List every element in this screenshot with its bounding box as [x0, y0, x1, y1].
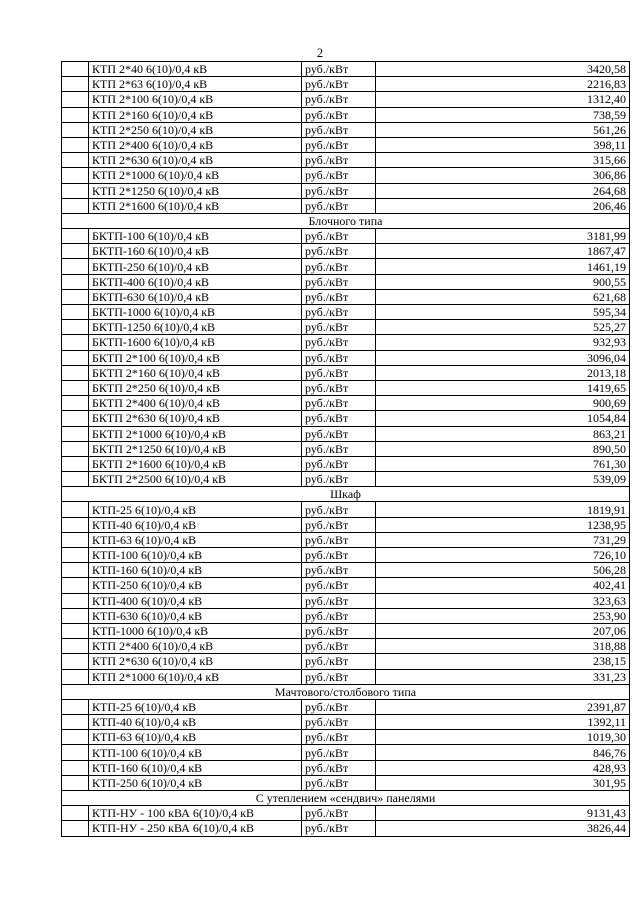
item-name-cell: КТП-1000 6(10)/0,4 кВ	[89, 623, 302, 638]
table-row	[62, 153, 630, 168]
table-row	[62, 578, 630, 593]
price-value-cell: 323,63	[376, 593, 630, 608]
table-row	[62, 411, 630, 426]
price-value-cell: 890,50	[376, 441, 630, 456]
item-name-cell: БКТП-100 6(10)/0,4 кВ	[89, 229, 302, 244]
item-name-cell: КТП 2*160 6(10)/0,4 кВ	[89, 107, 302, 122]
unit-cell: руб./кВт	[302, 532, 376, 547]
item-name-cell: БКТП 2*1250 6(10)/0,4 кВ	[89, 441, 302, 456]
unit-cell: руб./кВт	[302, 274, 376, 289]
unit-cell: руб./кВт	[302, 608, 376, 623]
section-title: С утеплением «сендвич» панелями	[62, 791, 630, 806]
price-value-cell: 1461,19	[376, 259, 630, 274]
unit-cell: руб./кВт	[302, 472, 376, 487]
price-value-cell: 2391,87	[376, 699, 630, 714]
price-value-cell: 900,69	[376, 396, 630, 411]
price-value-cell: 253,90	[376, 608, 630, 623]
row-index-cell	[62, 274, 89, 289]
unit-cell: руб./кВт	[302, 715, 376, 730]
unit-cell: руб./кВт	[302, 639, 376, 654]
price-value-cell: 301,95	[376, 775, 630, 790]
section-title: Блочного типа	[62, 213, 630, 228]
row-index-cell	[62, 730, 89, 745]
table-row	[62, 92, 630, 107]
row-index-cell	[62, 183, 89, 198]
unit-cell: руб./кВт	[302, 365, 376, 380]
item-name-cell: КТП-25 6(10)/0,4 кВ	[89, 699, 302, 714]
row-index-cell	[62, 563, 89, 578]
item-name-cell: КТП 2*400 6(10)/0,4 кВ	[89, 137, 302, 152]
unit-cell: руб./кВт	[302, 137, 376, 152]
unit-cell: руб./кВт	[302, 305, 376, 320]
table-row	[62, 122, 630, 137]
table-row	[62, 320, 630, 335]
item-name-cell: КТП 2*400 6(10)/0,4 кВ	[89, 639, 302, 654]
table-row	[62, 350, 630, 365]
unit-cell: руб./кВт	[302, 502, 376, 517]
price-value-cell: 621,68	[376, 289, 630, 304]
table-row	[62, 821, 630, 836]
price-value-cell: 1312,40	[376, 92, 630, 107]
tariff-table	[61, 61, 630, 837]
price-value-cell: 726,10	[376, 548, 630, 563]
price-value-cell: 3096,04	[376, 350, 630, 365]
row-index-cell	[62, 153, 89, 168]
item-name-cell: КТП 2*250 6(10)/0,4 кВ	[89, 122, 302, 137]
table-row	[62, 775, 630, 790]
table-row	[62, 669, 630, 684]
item-name-cell: КТП-400 6(10)/0,4 кВ	[89, 593, 302, 608]
item-name-cell: КТП-40 6(10)/0,4 кВ	[89, 517, 302, 532]
item-name-cell: КТП-160 6(10)/0,4 кВ	[89, 760, 302, 775]
row-index-cell	[62, 396, 89, 411]
item-name-cell: КТП 2*630 6(10)/0,4 кВ	[89, 153, 302, 168]
unit-cell: руб./кВт	[302, 760, 376, 775]
price-value-cell: 932,93	[376, 335, 630, 350]
item-name-cell: БКТП-1250 6(10)/0,4 кВ	[89, 320, 302, 335]
table-row	[62, 396, 630, 411]
price-value-cell: 2216,83	[376, 77, 630, 92]
section-title: Мачтового/столбового типа	[62, 684, 630, 699]
row-index-cell	[62, 639, 89, 654]
unit-cell: руб./кВт	[302, 198, 376, 213]
item-name-cell: БКТП-400 6(10)/0,4 кВ	[89, 274, 302, 289]
row-index-cell	[62, 107, 89, 122]
table-row	[62, 806, 630, 821]
table-row	[62, 532, 630, 547]
unit-cell: руб./кВт	[302, 730, 376, 745]
row-index-cell	[62, 699, 89, 714]
unit-cell: руб./кВт	[302, 441, 376, 456]
item-name-cell: КТП-25 6(10)/0,4 кВ	[89, 502, 302, 517]
price-value-cell: 264,68	[376, 183, 630, 198]
row-index-cell	[62, 806, 89, 821]
item-name-cell: КТП 2*1000 6(10)/0,4 кВ	[89, 168, 302, 183]
row-index-cell	[62, 198, 89, 213]
row-index-cell	[62, 229, 89, 244]
row-index-cell	[62, 548, 89, 563]
item-name-cell: КТП-250 6(10)/0,4 кВ	[89, 775, 302, 790]
table-row	[62, 137, 630, 152]
table-row	[62, 183, 630, 198]
unit-cell: руб./кВт	[302, 122, 376, 137]
unit-cell: руб./кВт	[302, 259, 376, 274]
item-name-cell: КТП 2*1000 6(10)/0,4 кВ	[89, 669, 302, 684]
unit-cell: руб./кВт	[302, 153, 376, 168]
price-value-cell: 3826,44	[376, 821, 630, 836]
table-row	[62, 654, 630, 669]
row-index-cell	[62, 305, 89, 320]
price-value-cell: 318,88	[376, 639, 630, 654]
table-row	[62, 730, 630, 745]
unit-cell: руб./кВт	[302, 380, 376, 395]
row-index-cell	[62, 821, 89, 836]
row-index-cell	[62, 502, 89, 517]
item-name-cell: КТП-250 6(10)/0,4 кВ	[89, 578, 302, 593]
table-row	[62, 639, 630, 654]
table-row	[62, 745, 630, 760]
table-row	[62, 699, 630, 714]
price-value-cell: 1054,84	[376, 411, 630, 426]
price-value-cell: 846,76	[376, 745, 630, 760]
row-index-cell	[62, 168, 89, 183]
table-row	[62, 502, 630, 517]
tariff-table-body	[62, 62, 630, 837]
table-row	[62, 107, 630, 122]
table-row	[62, 168, 630, 183]
row-index-cell	[62, 365, 89, 380]
price-value-cell: 207,06	[376, 623, 630, 638]
section-header-row	[62, 213, 630, 228]
price-value-cell: 506,28	[376, 563, 630, 578]
item-name-cell: БКТП 2*100 6(10)/0,4 кВ	[89, 350, 302, 365]
row-index-cell	[62, 137, 89, 152]
section-title: Шкаф	[62, 487, 630, 502]
unit-cell: руб./кВт	[302, 289, 376, 304]
section-header-row	[62, 487, 630, 502]
row-index-cell	[62, 654, 89, 669]
item-name-cell: БКТП 2*400 6(10)/0,4 кВ	[89, 396, 302, 411]
price-value-cell: 863,21	[376, 426, 630, 441]
row-index-cell	[62, 244, 89, 259]
item-name-cell: КТП-63 6(10)/0,4 кВ	[89, 730, 302, 745]
price-value-cell: 731,29	[376, 532, 630, 547]
item-name-cell: БКТП 2*160 6(10)/0,4 кВ	[89, 365, 302, 380]
unit-cell: руб./кВт	[302, 77, 376, 92]
section-header-row	[62, 684, 630, 699]
item-name-cell: КТП-160 6(10)/0,4 кВ	[89, 563, 302, 578]
row-index-cell	[62, 593, 89, 608]
price-value-cell: 1392,11	[376, 715, 630, 730]
row-index-cell	[62, 380, 89, 395]
price-value-cell: 539,09	[376, 472, 630, 487]
price-value-cell: 3420,58	[376, 62, 630, 77]
item-name-cell: КТП-НУ - 250 кВА 6(10)/0,4 кВ	[89, 821, 302, 836]
unit-cell: руб./кВт	[302, 699, 376, 714]
price-value-cell: 2013,18	[376, 365, 630, 380]
item-name-cell: КТП-НУ - 100 кВА 6(10)/0,4 кВ	[89, 806, 302, 821]
unit-cell: руб./кВт	[302, 229, 376, 244]
unit-cell: руб./кВт	[302, 320, 376, 335]
price-value-cell: 3181,99	[376, 229, 630, 244]
table-row	[62, 456, 630, 471]
price-value-cell: 398,11	[376, 137, 630, 152]
price-value-cell: 595,34	[376, 305, 630, 320]
item-name-cell: КТП 2*1600 6(10)/0,4 кВ	[89, 198, 302, 213]
row-index-cell	[62, 623, 89, 638]
item-name-cell: БКТП-630 6(10)/0,4 кВ	[89, 289, 302, 304]
unit-cell: руб./кВт	[302, 654, 376, 669]
price-value-cell: 331,23	[376, 669, 630, 684]
unit-cell: руб./кВт	[302, 775, 376, 790]
table-row	[62, 441, 630, 456]
row-index-cell	[62, 715, 89, 730]
row-index-cell	[62, 350, 89, 365]
table-row	[62, 517, 630, 532]
row-index-cell	[62, 775, 89, 790]
price-value-cell: 1238,95	[376, 517, 630, 532]
row-index-cell	[62, 745, 89, 760]
unit-cell: руб./кВт	[302, 563, 376, 578]
price-value-cell: 1019,30	[376, 730, 630, 745]
row-index-cell	[62, 289, 89, 304]
row-index-cell	[62, 472, 89, 487]
unit-cell: руб./кВт	[302, 396, 376, 411]
row-index-cell	[62, 441, 89, 456]
table-row	[62, 77, 630, 92]
price-value-cell: 761,30	[376, 456, 630, 471]
price-value-cell: 402,41	[376, 578, 630, 593]
row-index-cell	[62, 411, 89, 426]
price-value-cell: 9131,43	[376, 806, 630, 821]
row-index-cell	[62, 608, 89, 623]
unit-cell: руб./кВт	[302, 168, 376, 183]
price-value-cell: 306,86	[376, 168, 630, 183]
table-row	[62, 305, 630, 320]
item-name-cell: БКТП-1000 6(10)/0,4 кВ	[89, 305, 302, 320]
unit-cell: руб./кВт	[302, 411, 376, 426]
table-row	[62, 62, 630, 77]
table-row	[62, 623, 630, 638]
table-row	[62, 259, 630, 274]
unit-cell: руб./кВт	[302, 62, 376, 77]
row-index-cell	[62, 62, 89, 77]
price-value-cell: 1419,65	[376, 380, 630, 395]
table-row	[62, 563, 630, 578]
item-name-cell: БКТП 2*630 6(10)/0,4 кВ	[89, 411, 302, 426]
unit-cell: руб./кВт	[302, 669, 376, 684]
row-index-cell	[62, 320, 89, 335]
item-name-cell: КТП 2*40 6(10)/0,4 кВ	[89, 62, 302, 77]
table-row	[62, 608, 630, 623]
unit-cell: руб./кВт	[302, 92, 376, 107]
table-row	[62, 715, 630, 730]
price-value-cell: 1867,47	[376, 244, 630, 259]
unit-cell: руб./кВт	[302, 517, 376, 532]
page-number: 2	[316, 46, 324, 60]
table-row	[62, 365, 630, 380]
unit-cell: руб./кВт	[302, 426, 376, 441]
price-value-cell: 738,59	[376, 107, 630, 122]
item-name-cell: БКТП-1600 6(10)/0,4 кВ	[89, 335, 302, 350]
table-row	[62, 593, 630, 608]
item-name-cell: КТП 2*63 6(10)/0,4 кВ	[89, 77, 302, 92]
row-index-cell	[62, 532, 89, 547]
item-name-cell: КТП-40 6(10)/0,4 кВ	[89, 715, 302, 730]
price-value-cell: 525,27	[376, 320, 630, 335]
table-row	[62, 198, 630, 213]
row-index-cell	[62, 426, 89, 441]
row-index-cell	[62, 77, 89, 92]
price-value-cell: 315,66	[376, 153, 630, 168]
item-name-cell: КТП 2*630 6(10)/0,4 кВ	[89, 654, 302, 669]
price-value-cell: 428,93	[376, 760, 630, 775]
unit-cell: руб./кВт	[302, 456, 376, 471]
unit-cell: руб./кВт	[302, 806, 376, 821]
item-name-cell: БКТП-160 6(10)/0,4 кВ	[89, 244, 302, 259]
unit-cell: руб./кВт	[302, 350, 376, 365]
item-name-cell: КТП-100 6(10)/0,4 кВ	[89, 745, 302, 760]
table-row	[62, 244, 630, 259]
table-row	[62, 274, 630, 289]
unit-cell: руб./кВт	[302, 821, 376, 836]
item-name-cell: КТП-630 6(10)/0,4 кВ	[89, 608, 302, 623]
item-name-cell: КТП-100 6(10)/0,4 кВ	[89, 548, 302, 563]
table-row	[62, 380, 630, 395]
item-name-cell: БКТП 2*1000 6(10)/0,4 кВ	[89, 426, 302, 441]
item-name-cell: БКТП-250 6(10)/0,4 кВ	[89, 259, 302, 274]
price-value-cell: 561,26	[376, 122, 630, 137]
row-index-cell	[62, 259, 89, 274]
row-index-cell	[62, 92, 89, 107]
table-row	[62, 472, 630, 487]
unit-cell: руб./кВт	[302, 593, 376, 608]
unit-cell: руб./кВт	[302, 578, 376, 593]
item-name-cell: КТП-63 6(10)/0,4 кВ	[89, 532, 302, 547]
table-row	[62, 289, 630, 304]
unit-cell: руб./кВт	[302, 183, 376, 198]
price-value-cell: 238,15	[376, 654, 630, 669]
table-row	[62, 426, 630, 441]
item-name-cell: БКТП 2*250 6(10)/0,4 кВ	[89, 380, 302, 395]
section-header-row	[62, 791, 630, 806]
price-value-cell: 206,46	[376, 198, 630, 213]
table-row	[62, 335, 630, 350]
row-index-cell	[62, 517, 89, 532]
unit-cell: руб./кВт	[302, 548, 376, 563]
unit-cell: руб./кВт	[302, 623, 376, 638]
table-row	[62, 229, 630, 244]
unit-cell: руб./кВт	[302, 107, 376, 122]
row-index-cell	[62, 456, 89, 471]
price-value-cell: 900,55	[376, 274, 630, 289]
row-index-cell	[62, 760, 89, 775]
table-row	[62, 548, 630, 563]
table-row	[62, 760, 630, 775]
item-name-cell: КТП 2*100 6(10)/0,4 кВ	[89, 92, 302, 107]
item-name-cell: КТП 2*1250 6(10)/0,4 кВ	[89, 183, 302, 198]
unit-cell: руб./кВт	[302, 244, 376, 259]
item-name-cell: БКТП 2*1600 6(10)/0,4 кВ	[89, 456, 302, 471]
row-index-cell	[62, 122, 89, 137]
item-name-cell: БКТП 2*2500 6(10)/0,4 кВ	[89, 472, 302, 487]
row-index-cell	[62, 669, 89, 684]
price-value-cell: 1819,91	[376, 502, 630, 517]
unit-cell: руб./кВт	[302, 745, 376, 760]
unit-cell: руб./кВт	[302, 335, 376, 350]
row-index-cell	[62, 335, 89, 350]
row-index-cell	[62, 578, 89, 593]
